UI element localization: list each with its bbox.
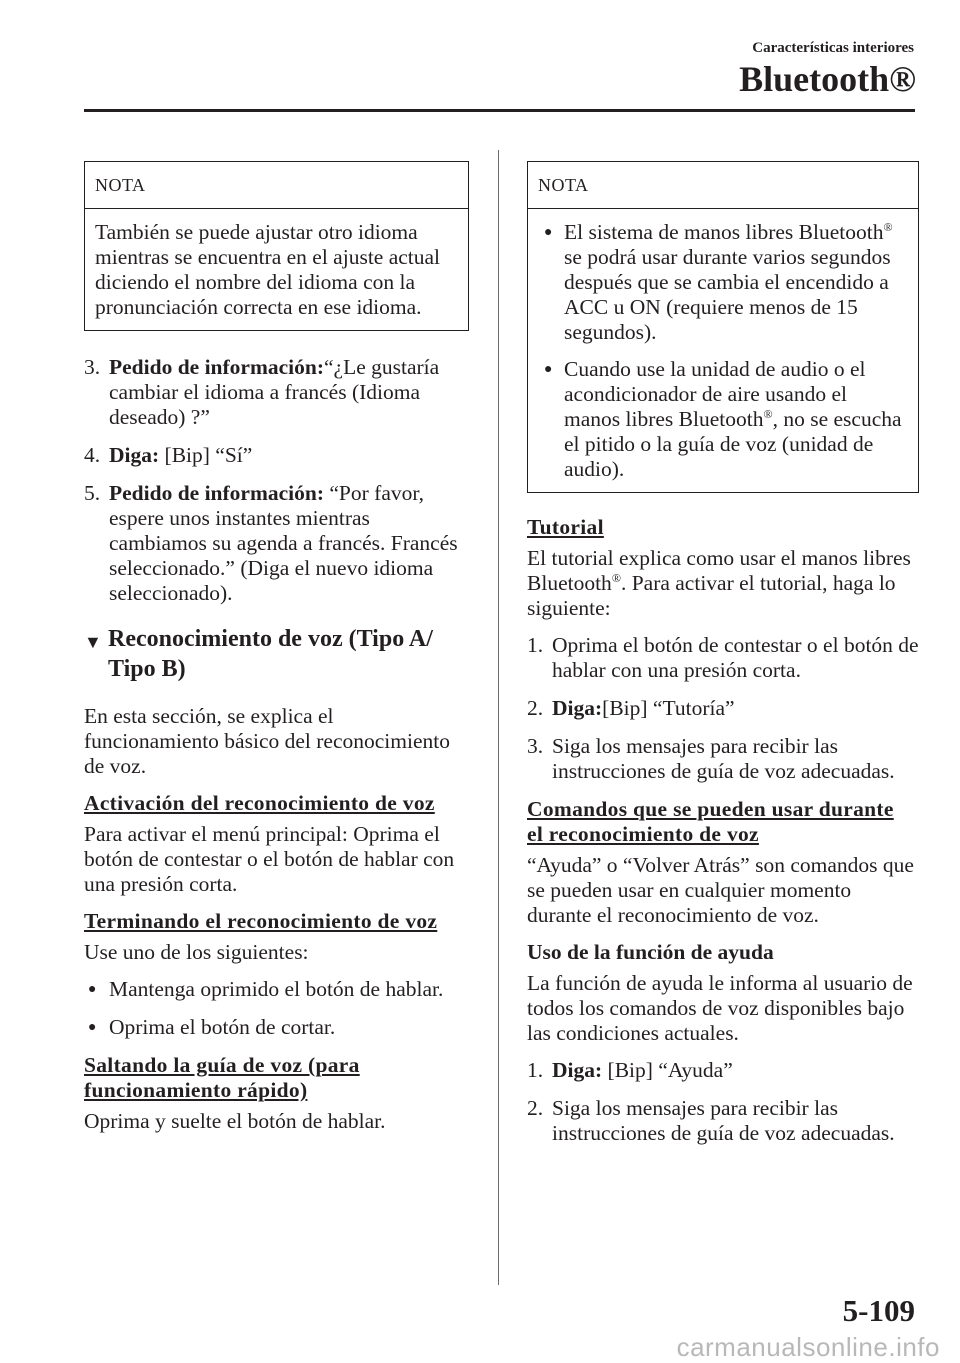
skip-heading-line1: Saltando la guía de voz (para [84,1053,360,1077]
registered-mark: ® [611,570,621,585]
step-item [527,633,919,683]
step-number: 2. [527,696,544,720]
help-steps [527,1058,919,1146]
ending-text: Use uno de los siguientes: [84,940,309,964]
tutorial-text-b: . Para activar el tutorial, haga lo siguiente: [527,571,896,620]
note-text: Cuando use la unidad de audio o el acondicionador de aire usando el manos libres Bluetooth [564,357,866,431]
step-number: 5. [84,481,101,505]
step-item [527,696,919,721]
step-label: Pedido de información: [109,481,324,505]
commands-heading-line2: el reconocimiento de voz [527,822,759,846]
step-label: Pedido de información: [109,355,324,379]
list-item-text: Oprima el botón de cortar. [109,1015,336,1039]
registered-mark: ® [883,219,893,234]
section-title [84,624,469,684]
step-label: Diga: [109,443,160,467]
list-item-text: Mantenga oprimido el botón de hablar. [109,977,444,1001]
step-text: [Bip] “Sí” [159,443,253,467]
activation-text: Para activar el menú principal: Oprima el botón de contestar o el botón de hablar con una presión corta. [84,822,455,896]
note-box [527,161,919,493]
note-body [528,209,918,492]
step-label: Diga: [552,696,603,720]
step-label: Diga: [552,1058,603,1082]
step-text: Oprima el botón de contestar o el botón de hablar con una presión corta. [552,633,919,682]
ending-heading: Terminando el reconocimiento de voz [84,909,438,933]
note-heading: NOTA [85,162,468,209]
step-number: 3. [84,355,101,379]
note-heading: NOTA [528,162,918,209]
commands-heading [527,797,919,847]
skip-text: Oprima y suelte el botón de hablar. [84,1109,386,1133]
step-item [527,1058,919,1083]
intro-text: En esta sección, se explica el funcionamiento básico del reconocimiento de voz. [84,704,450,778]
list-item [84,1015,469,1040]
note-text: se podrá usar durante varios segundos después que se cambia el encendido a ACC u ON (requiere menos de 15 segundos). [564,245,891,344]
page-number: 5-109 [842,1293,915,1328]
list-item [84,977,469,1002]
bullet-icon: ● [544,362,553,377]
step-item [527,734,919,784]
header-divider [84,109,915,112]
list-item [538,220,908,345]
commands-heading-line1: Comandos que se pueden usar durante [527,797,894,821]
note-text: También se puede ajustar otro idioma mientras se encuentra en el ajuste actual diciendo el nombre del idioma con la pronunciación correcta en ese idioma. [95,220,441,319]
tutorial-text [527,546,919,621]
step-number: 3. [527,734,544,758]
note-box [84,161,469,331]
help-heading: Uso de la función de ayuda [527,940,774,964]
step-item [84,443,469,468]
skip-heading-line2: funcionamiento rápido) [84,1078,308,1102]
section-header: Características interiores [752,40,914,56]
bullet-icon: ● [544,225,553,240]
tutorial-steps [527,633,919,784]
ending-options [84,977,469,1040]
list-item [538,357,908,482]
step-number: 1. [527,633,544,657]
section-title-text: Reconocimiento de voz (Tipo A/ Tipo B) [108,626,433,682]
help-text: La función de ayuda le informa al usuario de todos los comandos de voz disponibles bajo las condiciones actuales. [527,971,913,1045]
step-text: “¿Le gustaría cambiar el idioma a francés (Idioma deseado) ?” [109,355,440,429]
note-bullets [538,220,908,482]
page-title: Bluetooth® [739,59,916,99]
step-number: 2. [527,1096,544,1120]
commands-text: “Ayuda” o “Volver Atrás” son comandos que se pueden usar en cualquier momento durante el reconocimiento de voz. [527,853,914,927]
tutorial-text-a: El tutorial explica como usar el manos libres Bluetooth [527,546,911,595]
bullet-icon: ● [88,1020,97,1035]
skip-heading [84,1053,469,1103]
step-text: Siga los mensajes para recibir las instrucciones de guía de voz adecuadas. [552,734,895,783]
step-number: 4. [84,443,101,467]
language-steps [84,355,469,606]
note-body [85,209,468,330]
watermark: carmanualsonline.info [676,1332,940,1362]
triangle-icon: ▼ [84,632,102,652]
right-column [527,161,919,1159]
note-text: El sistema de manos libres Bluetooth [564,220,884,244]
step-text: [Bip] “Tutoría” [602,696,735,720]
tutorial-heading: Tutorial [527,515,604,539]
step-number: 1. [527,1058,544,1082]
column-divider [498,150,499,1285]
step-text: [Bip] “Ayuda” [602,1058,733,1082]
note-text: , no se escucha el pitido o la guía de voz (unidad de audio). [564,407,902,481]
step-text: Siga los mensajes para recibir las instrucciones de guía de voz adecuadas. [552,1096,895,1145]
registered-mark: ® [763,406,773,421]
step-text: “Por favor, espere unos instantes mientras cambiamos su agenda a francés. Francés seleccionado.” (Diga el nuevo idioma seleccionado). [109,481,458,605]
step-item [84,481,469,606]
bullet-icon: ● [88,982,97,997]
left-column [84,161,469,1146]
step-item [527,1096,919,1146]
activation-heading: Activación del reconocimiento de voz [84,791,435,815]
step-item [84,355,469,430]
